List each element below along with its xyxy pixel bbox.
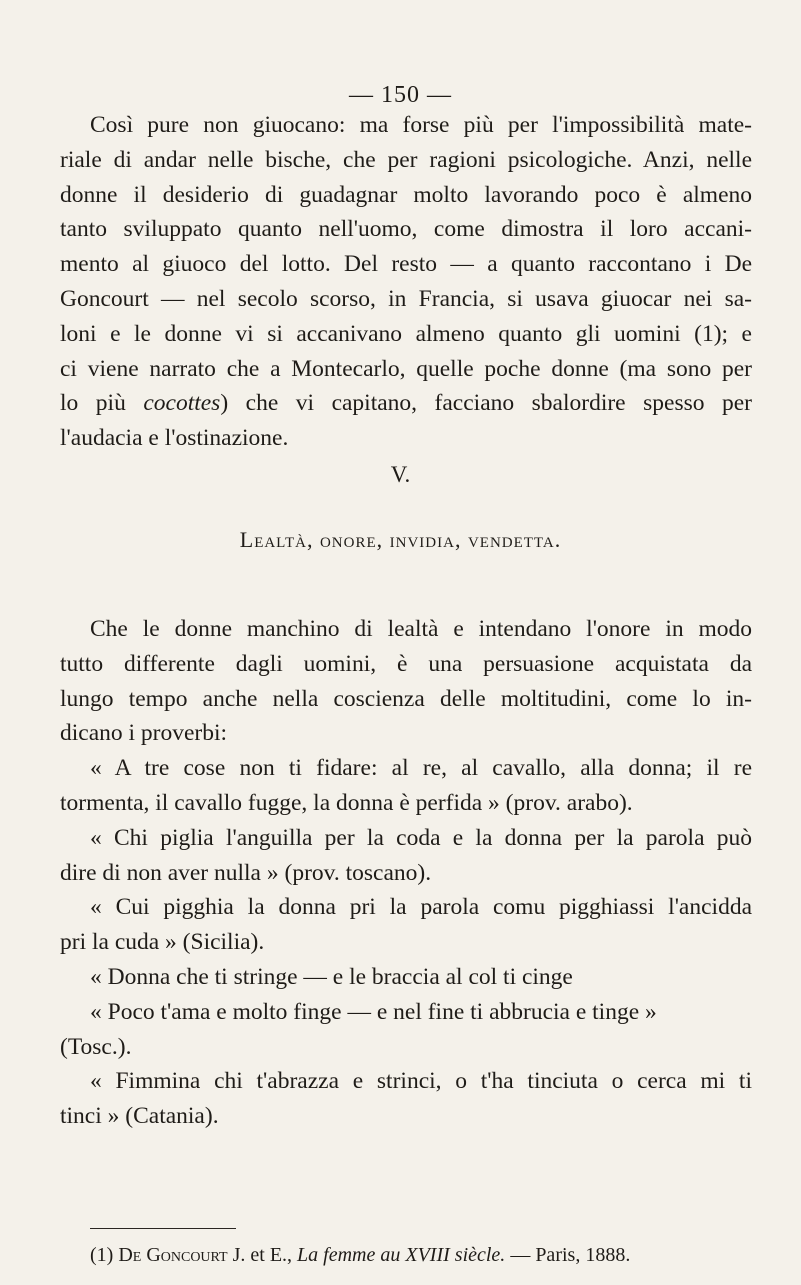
proverb-line: « Poco t'ama e molto finge — e nel fine ti abbrucia e tinge »	[90, 998, 657, 1025]
text-fragment: ) che vi capitano, facciano sbalordire spesso per	[220, 390, 752, 417]
text-line: tanto sviluppato quanto nell'uomo, come dimostra il loro accani-	[60, 216, 752, 243]
footnote-author-rest: J. et E.,	[227, 1244, 298, 1266]
text-line: Così pure non giuocano: ma forse più per l'impossibilità mate-	[90, 112, 752, 138]
footnote-marker: (1)	[90, 1244, 114, 1266]
proverb-line: pri la cuda » (Sicilia).	[60, 929, 265, 956]
italic-term: cocottes	[143, 390, 221, 417]
text-line: Che le donne manchino di lealtà e intendano l'onore in modo	[90, 616, 752, 642]
text-line	[60, 386, 752, 421]
proverb-line: tormenta, il cavallo fugge, la donna è perfida » (prov. arabo).	[60, 789, 633, 816]
text-fragment: lo più	[60, 390, 144, 417]
proverb-line: « Cui pigghia la donna pri la parola comu pigghiassi l'ancidda	[90, 894, 752, 921]
section-title: Lealtà, onore, invidia, vendetta.	[239, 527, 562, 552]
proverb-line: « Donna che ti stringe — e le braccia al col ti cinge	[90, 963, 573, 990]
footnote-divider	[90, 1228, 236, 1229]
proverb-line: « Fimmina chi t'abrazza e strinci, o t'ha tinciuta o cerca mi ti	[90, 1068, 752, 1095]
text-line: l'audacia e l'ostinazione.	[60, 425, 289, 452]
text-line: tutto differente dagli uomini, è una persuasione acquistata da	[60, 650, 752, 677]
proverb-line: dire di non aver nulla » (prov. toscano).	[60, 859, 432, 886]
footnote-tail: — Paris, 1888.	[505, 1244, 631, 1266]
footnote	[90, 1242, 750, 1268]
text-line: ci viene narrato che a Montecarlo, quelle poche donne (ma sono per	[60, 355, 752, 382]
text-line: donne il desiderio di guadagnar molto lavorando poco è almeno	[60, 181, 752, 208]
paragraph-2	[60, 612, 752, 1134]
text-line: mento al giuoco del lotto. Del resto — a quanto raccontano i De	[60, 251, 752, 278]
text-line: lungo tempo anche nella coscienza delle moltitudini, come lo in-	[60, 685, 752, 712]
text-line: dicano i proverbi:	[60, 720, 228, 747]
footnote-title: La femme au XVIII siècle.	[297, 1244, 506, 1266]
text-line: riale di andar nelle bische, che per ragioni psicologiche. Anzi, nelle	[60, 146, 752, 173]
text-line: Goncourt — nel secolo scorso, in Francia, si usava giuocar nei sa-	[60, 285, 752, 312]
proverb-line: tinci » (Catania).	[60, 1103, 219, 1130]
proverb-line: (Tosc.).	[60, 1033, 132, 1060]
proverb-line: « Chi piglia l'anguilla per la coda e la donna per la parola può	[90, 824, 752, 851]
proverb-line: « A tre cose non ti fidare: al re, al cavallo, alla donna; il re	[90, 755, 752, 782]
footnote-author: De Goncourt	[118, 1244, 228, 1266]
section-number: V.	[390, 462, 411, 487]
text-line: loni e le donne vi si accanivano almeno quanto gli uomini (1); e	[60, 320, 752, 347]
page-number: — 150 —	[349, 82, 452, 108]
paragraph-1	[60, 108, 752, 456]
